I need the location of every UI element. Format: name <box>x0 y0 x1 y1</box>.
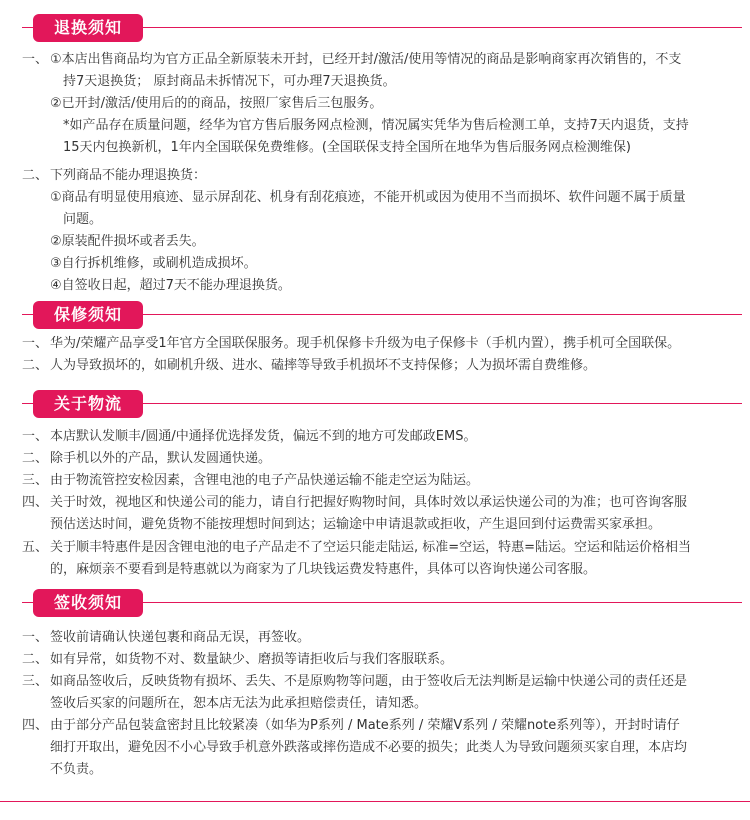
list-item-text: 由于物流管控安检因素，含锂电池的电子产品快递运输不能走空运为陆运。 <box>50 473 480 488</box>
list-item-text: 如商品签收后，反映货物有损坏、丢失、不是原购物等问题，由于签收后无法判断是运输中快递公司的责任还是 <box>50 674 688 689</box>
list-item-text: 如有异常，如货物不对、数量缺少、磨损等请拒收后与我们客服联系。 <box>50 652 454 667</box>
list-number: 一、 <box>22 336 49 351</box>
list-item-text: 下列商品不能办理退换货： <box>50 168 207 183</box>
list-item-text: 预估送达时间，避免货物不能按理想时间到达；运输途中申请退款或拒收，产生退回到付运费需买家承担。 <box>50 517 662 532</box>
list-item-text: ①商品有明显使用痕迹、显示屏刮花、机身有刮花痕迹，不能开机或因为使用不当而损坏、软件问题不属于质量 <box>50 190 686 205</box>
list-number: 三、 <box>22 473 49 488</box>
section-title: 退换须知 <box>33 14 143 42</box>
list-item-text: 由于部分产品包装盒密封且比较紧凑（如华为P系列 / Mate系列 / 荣耀V系列 / 荣耀note系列等），开封时请仔 <box>50 718 680 733</box>
list-item-text: 的，麻烦亲不要看到是特惠就以为商家为了几块钱运费发特惠件，具体可以咨询快递公司客服。 <box>50 562 597 577</box>
list-item-text: ③自行拆机维修，或刷机造成损坏。 <box>50 256 257 271</box>
list-number: 四、 <box>22 495 49 510</box>
list-number: 四、 <box>22 718 49 733</box>
list-number: 一、 <box>22 630 49 645</box>
list-item-text: 人为导致损坏的，如刷机升级、进水、磕摔等导致手机损坏不支持保修；人为损坏需自费维修。 <box>50 358 597 373</box>
section-header <box>22 301 742 329</box>
list-number: 一、 <box>22 52 49 67</box>
section-header <box>22 390 742 418</box>
list-number: 二、 <box>22 652 49 667</box>
list-number: 二、 <box>22 168 49 183</box>
list-item-text: ④自签收日起，超过7天不能办理退换货。 <box>50 278 291 293</box>
list-item-text: 不负责。 <box>50 762 103 777</box>
section-title: 签收须知 <box>33 589 143 617</box>
bottom-divider <box>0 801 750 802</box>
list-item-text: ②原装配件损坏或者丢失。 <box>50 234 205 249</box>
section-title: 关于物流 <box>33 390 143 418</box>
list-item-text: 签收后买家的问题所在，恕本店无法为此承担赔偿责任，请知悉。 <box>50 696 428 711</box>
list-item-text: 关于时效，视地区和快递公司的能力，请自行把握好购物时间，具体时效以承运快递公司的为准；也可咨询客服 <box>50 495 688 510</box>
list-item-text: *如产品存在质量问题，经华为官方售后服务网点检测，情况属实凭华为售后检测工单，支持7天内退货，支持 <box>63 118 689 133</box>
list-item-text: 持7天退换货； 原封商品未拆情况下，可办理7天退换货。 <box>63 74 396 89</box>
list-item-text: 问题。 <box>63 212 103 227</box>
list-item-text: 华为/荣耀产品享受1年官方全国联保服务。现手机保修卡升级为电子保修卡（手机内置），携手机可全国联保。 <box>50 336 681 351</box>
list-item-text: 签收前请确认快递包裹和商品无误，再签收。 <box>50 630 311 645</box>
list-number: 二、 <box>22 358 49 373</box>
list-item-text: 15天内包换新机，1年内全国联保免费维修。(全国联保支持全国所在地华为售后服务网点检测维保) <box>63 140 631 155</box>
section-header <box>22 589 742 617</box>
list-item-text: 本店默认发顺丰/圆通/中通择优选择发货，偏远不到的地方可发邮政EMS。 <box>50 429 477 444</box>
list-number: 一、 <box>22 429 49 444</box>
list-number: 三、 <box>22 674 49 689</box>
list-item-text: ①本店出售商品均为官方正品全新原装未开封，已经开封/激活/使用等情况的商品是影响商家再次销售的，不支 <box>50 52 682 67</box>
section-title: 保修须知 <box>33 301 143 329</box>
list-number: 二、 <box>22 451 49 466</box>
list-number: 五、 <box>22 540 49 555</box>
list-item-text: 细打开取出，避免因不小心导致手机意外跌落或摔伤造成不必要的损失；此类人为导致问题须买家自理，本店均 <box>50 740 688 755</box>
list-item-text: ②已开封/激活/使用后的的商品，按照厂家售后三包服务。 <box>50 96 383 111</box>
section-header <box>22 14 742 42</box>
list-item-text: 除手机以外的产品，默认发圆通快递。 <box>50 451 272 466</box>
list-item-text: 关于顺丰特惠件是因含锂电池的电子产品走不了空运只能走陆运, 标准=空运，特惠=陆运。空运和陆运价格相当 <box>50 540 692 555</box>
